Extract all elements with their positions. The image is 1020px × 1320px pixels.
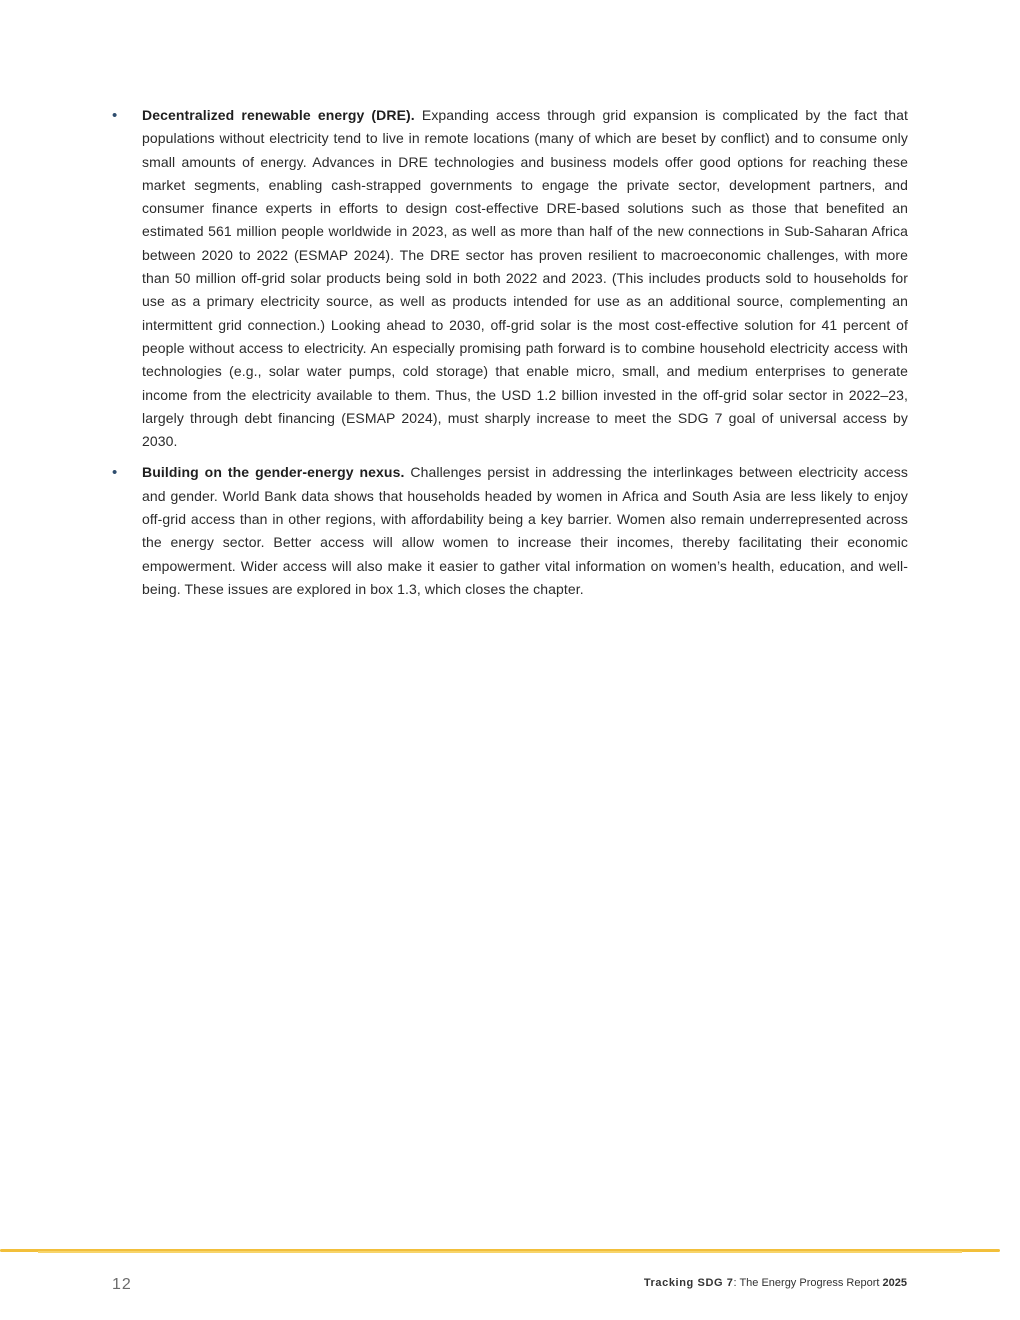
running-title-year: 2025 <box>882 1277 907 1289</box>
bullet-dot-icon: • <box>112 107 118 124</box>
bullet-item-gender <box>112 461 908 601</box>
footer-divider-highlight <box>38 1251 962 1253</box>
bullet-dot-icon: • <box>112 464 118 482</box>
running-title <box>644 1277 907 1289</box>
page-number: 12 <box>112 1276 132 1293</box>
bullet-item-dre <box>112 104 908 453</box>
bullet-body: Expanding access through grid expansion is complicated by the fact that populations without electricity tend to live in remote locations (many of which are beset by conflict) and to consume only small amounts of energy. Advances in DRE technologies and business models offer good options for reaching these market segments, enabling cash-strapped governments to engage the private sector, development partners, and consumer finance experts in efforts to design cost-effective DRE-based solutions such as those that benefited an estimated 561 million people worldwide in 2023, as well as more than half of the new connections in Sub-Saharan Africa between 2020 to 2022 (ESMAP 2024). The DRE sector has proven resilient to macroeconomic challenges, with more than 50 million off-grid solar products being sold in both 2022 and 2023. (This includes products sold to households for use as a primary electricity source, as well as products intended for use as an additional source, complementing an intermittent grid connection.) Looking ahead to 2030, off-grid solar is the most cost-effective solution for 41 percent of people without access to electricity. An especially promising path forward is to combine household electricity access with technologies (e.g., solar water pumps, cold storage) that enable micro, small, and medium enterprises to generate income from the electricity available to them. Thus, the USD 1.2 billion invested in the off-grid solar sector in 2022–23, largely through debt financing (ESMAP 2024), must sharply increase to meet the SDG 7 goal of universal access by 2030. <box>142 107 908 450</box>
running-title-rest: : The Energy Progress Report <box>733 1277 883 1289</box>
bullet-list <box>112 104 908 609</box>
running-title-prefix: Tracking SDG 7 <box>643 1277 734 1289</box>
bullet-body: Challenges persist in addressing the interlinkages between electricity access and gender. World Bank data shows that households headed by women in Africa and South Asia are less likely to enjoy off-grid access than in other regions, with affordability being a key barrier. Women also remain underrepresented across the energy sector. Better access will allow women to increase their incomes, thereby facilitating their economic empowerment. Wider access will also make it easier to gather vital information on women’s health, education, and well-being. These issues are explored in box 1.3, which closes the chapter. <box>142 464 908 597</box>
bullet-title: Building on the gender-energy nexus. <box>142 464 405 481</box>
bullet-title: Decentralized renewable energy (DRE). <box>142 107 415 123</box>
